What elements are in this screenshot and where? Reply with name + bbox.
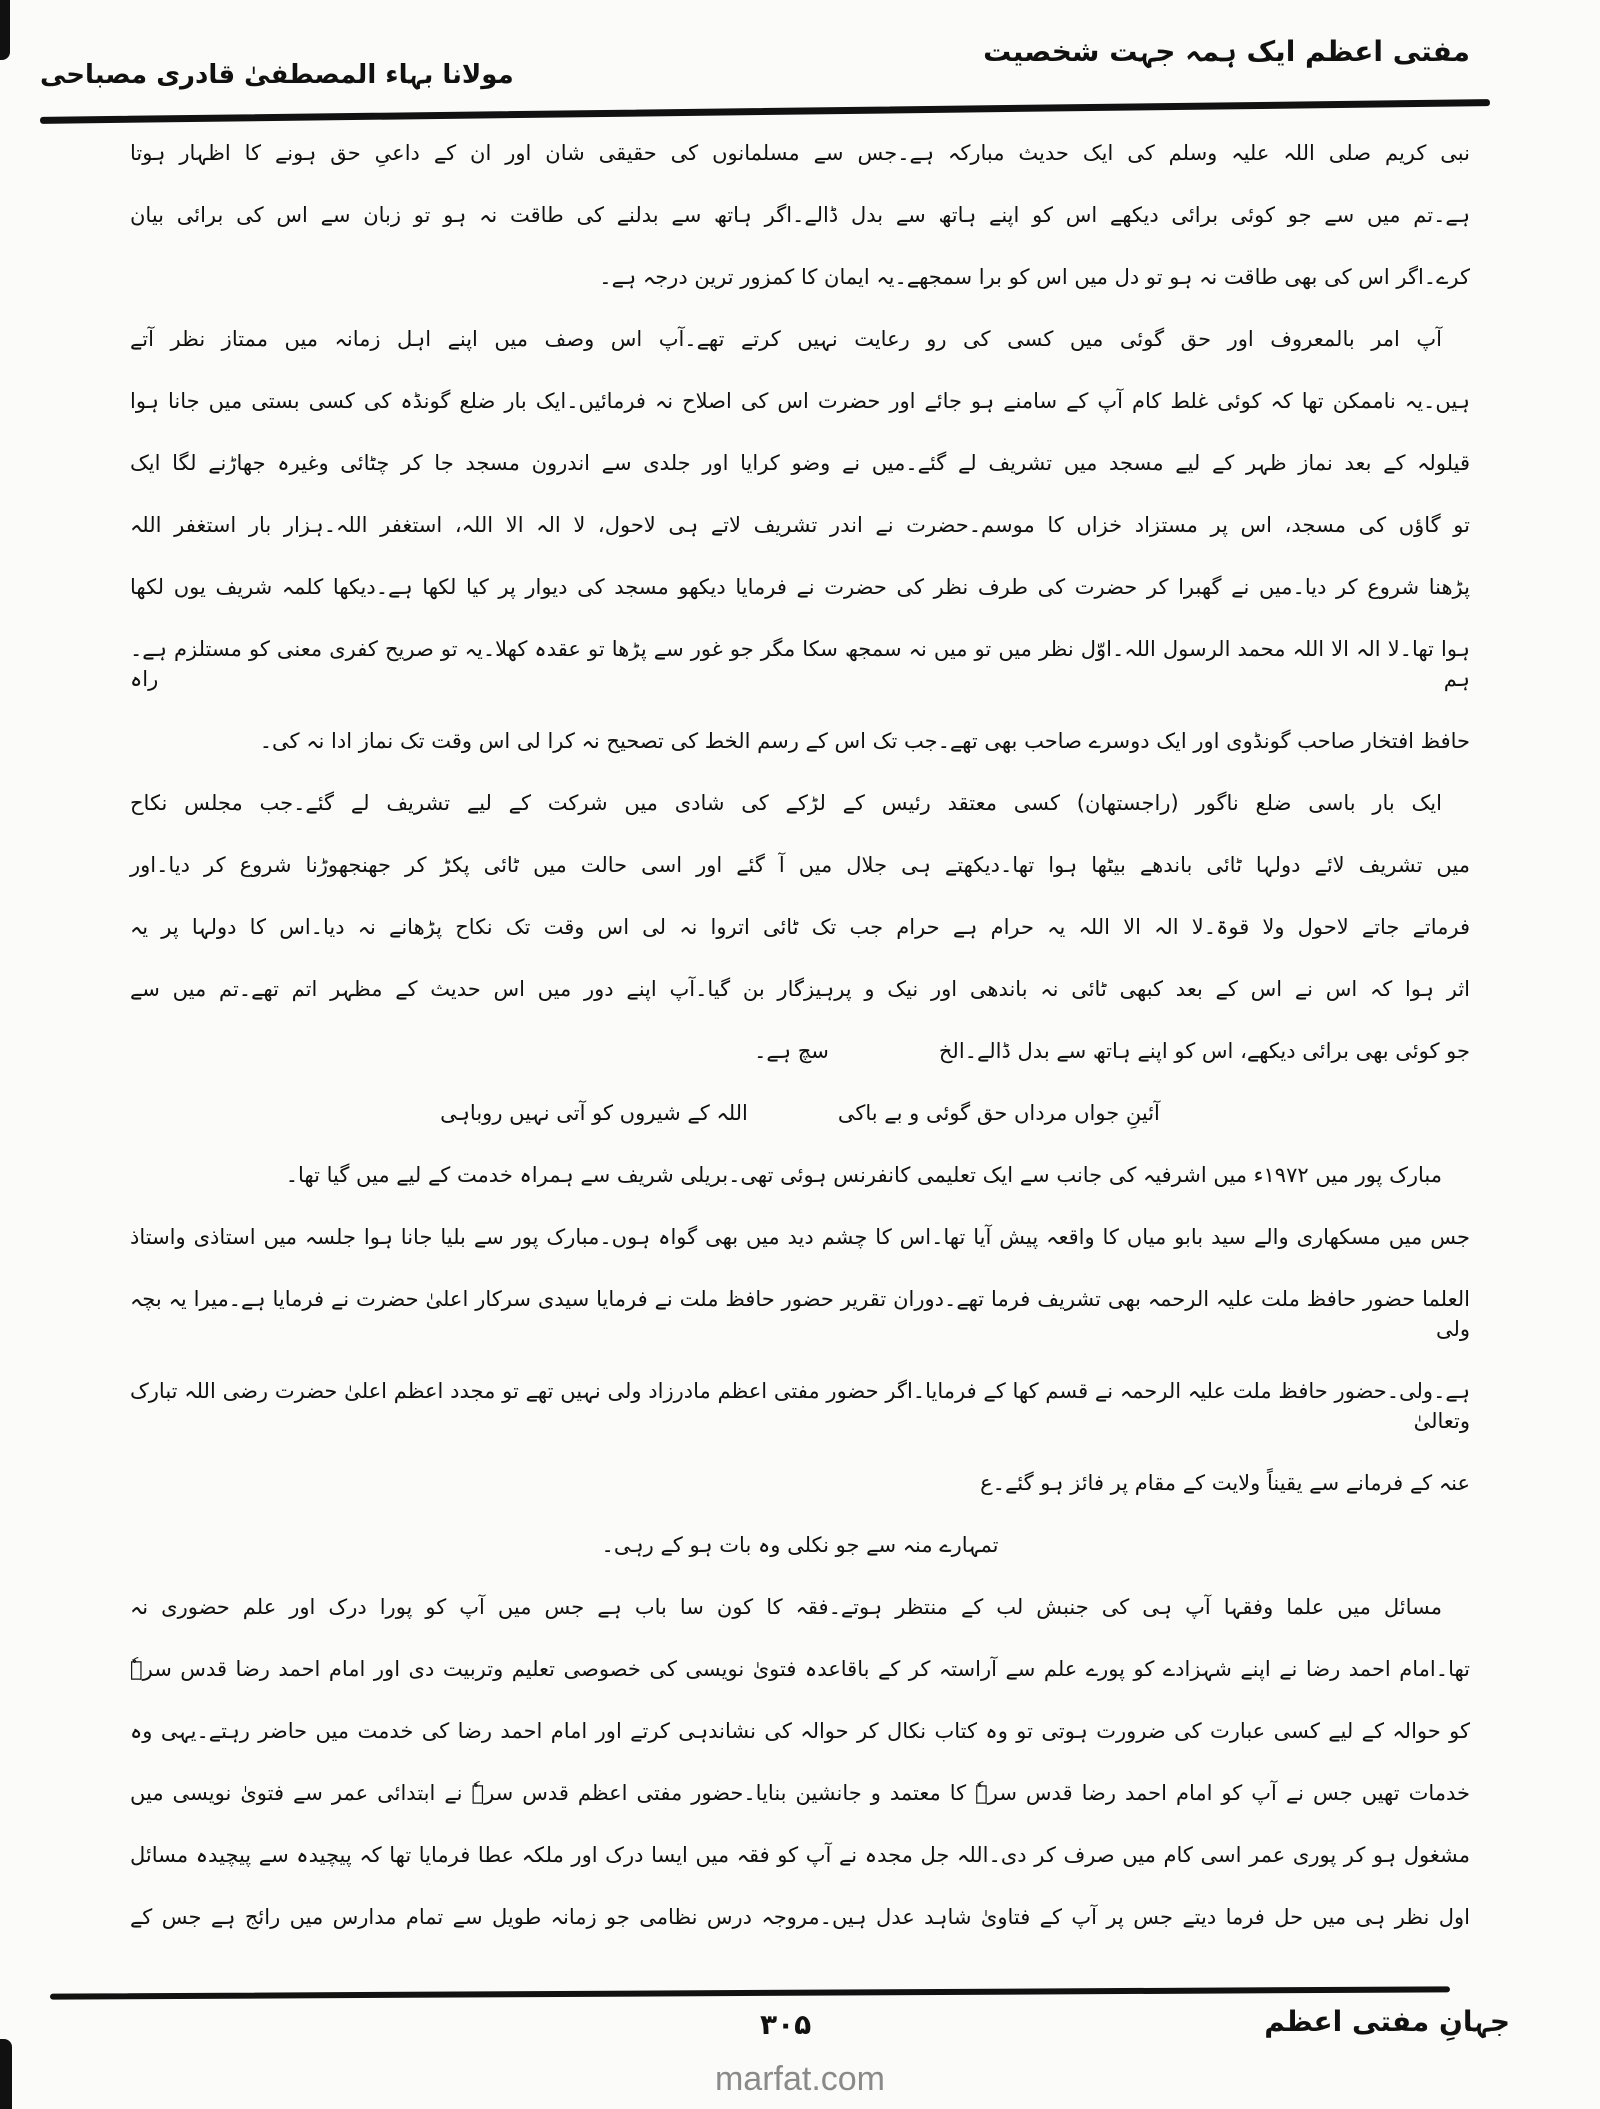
header-rule xyxy=(40,99,1490,124)
quoted-hemistich: تمہارے منہ سے جو نکلی وہ بات ہو کے رہی۔ xyxy=(601,1533,999,1557)
text-segment: سچ ہے۔ xyxy=(754,1039,829,1063)
footer-rule xyxy=(50,1986,1450,1999)
text-line xyxy=(130,1020,1470,1082)
text-line: اثر ہوا کہ اس نے اس کے بعد کبھی ٹائی نہ باندھی اور نیک و پرہیزگار بن گیا۔آپ اپنے دور میں اس حدیث کے مظہر اتم تھے۔تم میں سے xyxy=(130,977,1470,1001)
page-body xyxy=(130,122,1470,1948)
text-line: تو گاؤں کی مسجد، اس پر مستزاد خزاں کا موسم۔حضرت نے اندر تشریف لاتے ہی لاحول، لا الہ الا اللہ، استغفر اللہ۔ہزار بار استغفر اللہ xyxy=(130,513,1470,537)
page-number: ۳۰۵ xyxy=(760,2008,812,2041)
text-line: کو حوالہ کے لیے کسی عبارت کی ضرورت ہوتی تو وہ کتاب نکال کر حوالہ کی نشاندہی کرتے اور امام احمد رضا کی خدمت میں حاضر رہتے۔یہی وہ xyxy=(130,1719,1470,1743)
text-line: مشغول ہو کر پوری عمر اسی کام میں صرف کر دی۔اللہ جل مجدہ نے آپ کو فقہ میں ایسا درک اور ملکہ عطا فرمایا تھا کہ پیچیدہ سے پیچیدہ مسائل xyxy=(130,1843,1470,1867)
text-line: پڑھنا شروع کر دیا۔میں نے گھبرا کر حضرت کی طرف نظر کی حضرت نے فرمایا دیکھو مسجد کی دیوار پر کیا لکھا ہے۔دیکھا کلمہ شریف یوں لکھا xyxy=(130,575,1470,599)
text-line: فرماتے جاتے لاحول ولا قوۃ۔لا الہ الا اللہ یہ حرام ہے حرام جب تک ٹائی اتروا نہ لی اس وقت تک نکاح پڑھانے نہ دیا۔اس کا دولہا پر یہ xyxy=(130,915,1470,939)
watermark: marfat.com xyxy=(714,2060,886,2098)
verse-first-hemistich: آئینِ جواں مرداں حق گوئی و بے باکی xyxy=(837,1101,1160,1125)
text-line: حافظ افتخار صاحب گونڈوی اور ایک دوسرے صاحب بھی تھے۔جب تک اس کے رسم الخط کی تصحیح نہ کرا لی اس وقت تک نماز ادا نہ کی۔ xyxy=(259,729,1470,753)
text-line: ہے۔ولی۔حضور حافظ ملت علیہ الرحمہ نے قسم کھا کے فرمایا۔اگر حضور مفتی اعظم مادرزاد ولی نہیں تھے تو مجدد اعظم اعلیٰ حضرت رضی اللہ تبارک وتعالیٰ xyxy=(130,1379,1470,1433)
running-footer-book-title: جہانِ مفتی اعظم xyxy=(1264,2005,1510,2038)
text-line: خدمات تھیں جس نے آپ کو امام احمد رضا قدس سرہٗ کا معتمد و جانشین بنایا۔حضور مفتی اعظم قدس سرہٗ نے ابتدائی عمر سے فتویٰ نویسی میں xyxy=(130,1781,1470,1805)
scan-edge-shadow xyxy=(0,0,10,60)
running-header-author: مولانا بہاء المصطفیٰ قادری مصباحی xyxy=(40,60,514,90)
text-line: اول نظر ہی میں حل فرما دیتے جس پر آپ کے فتاویٰ شاہد عدل ہیں۔مروجہ درس نظامی جو زمانہ طویل سے تمام مدارس میں رائج ہے جس کے xyxy=(130,1905,1470,1929)
text-line: مبارک پور میں ۱۹۷۲ء میں اشرفیہ کی جانب سے ایک تعلیمی کانفرنس ہوئی تھی۔بریلی شریف سے ہمراہ خدمت کے لیے میں گیا تھا۔ xyxy=(285,1163,1442,1187)
text-line: العلما حضور حافظ ملت علیہ الرحمہ بھی تشریف فرما تھے۔دوران تقریر حضور حافظ ملت نے فرمایا سیدی سرکار اعلیٰ حضرت نے فرمایا ہے۔میرا یہ بچہ ولی xyxy=(130,1287,1470,1341)
text-line: مسائل میں علما وفقہا آپ ہی کی جنبش لب کے منتظر ہوتے۔فقہ کا کون سا باب ہے جس میں آپ کو پورا درک اور علم حضوری نہ xyxy=(130,1595,1442,1619)
running-header-title: مفتی اعظم ایک ہمہ جہت شخصیت xyxy=(983,35,1470,68)
text-line: ایک بار باسی ضلع ناگور (راجستھان) کسی معتقد رئیس کے لڑکے کی شادی میں شرکت کے لیے تشریف لے گئے۔جب مجلس نکاح xyxy=(130,791,1442,815)
text-line: کرے۔اگر اس کی بھی طاقت نہ ہو تو دل میں اس کو برا سمجھے۔یہ ایمان کا کمزور ترین درجہ ہے۔ xyxy=(599,265,1470,289)
text-line: آپ امر بالمعروف اور حق گوئی میں کسی کی رو رعایت نہیں کرتے تھے۔آپ اس وصف میں اپنے اہل زمانہ میں ممتاز نظر آتے xyxy=(130,327,1442,351)
text-line: ہیں۔یہ ناممکن تھا کہ کوئی غلط کام آپ کے سامنے ہو جائے اور حضرت اس کی اصلاح نہ فرمائیں۔ایک بار ضلع گونڈہ کی کسی بستی میں جانا ہوا xyxy=(130,389,1470,413)
text-line: عنہ کے فرمانے سے یقیناً ولایت کے مقام پر فائز ہو گئے۔ع xyxy=(980,1471,1470,1495)
text-line: تھا۔امام احمد رضا نے اپنے شہزادے کو پورے علم سے آراستہ کر کے باقاعدہ فتویٰ نویسی کی خصوصی تعلیم وتربیت دی اور امام احمد رضا قدس سرہٗ xyxy=(130,1657,1470,1681)
text-line: نبی کریم صلی اللہ علیہ وسلم کی ایک حدیث مبارکہ ہے۔جس سے مسلمانوں کی حقیقی شان اور ان کے داعیِ حق ہونے کا اظہار ہوتا xyxy=(130,141,1470,165)
verse-couplet xyxy=(130,1082,1470,1144)
text-segment: جو کوئی بھی برائی دیکھے، اس کو اپنے ہاتھ سے بدل ڈالے۔الخ xyxy=(938,1039,1470,1063)
verse-second-hemistich: اللہ کے شیروں کو آتی نہیں روباہی xyxy=(440,1101,748,1125)
text-line: میں تشریف لائے دولہا ٹائی باندھے بیٹھا ہوا تھا۔دیکھتے ہی جلال میں آ گئے اور اسی حالت میں ٹائی پکڑ کر جھنجھوڑنا شروع کر دیا۔اور xyxy=(130,853,1470,877)
text-line: جس میں مسکھاری والے سید بابو میاں کا واقعہ پیش آیا تھا۔اس کا چشم دید میں بھی گواہ ہوں۔مبارک پور سے بلیا جانا ہوا جلسہ میں استاذی واستاذ xyxy=(130,1225,1470,1249)
text-line: ہے۔تم میں سے جو کوئی برائی دیکھے اس کو اپنے ہاتھ سے بدل ڈالے۔اگر ہاتھ سے بدلنے کی طاقت نہ ہو تو زبان سے اس کی برائی بیان xyxy=(130,203,1470,227)
text-line: قیلولہ کے بعد نماز ظہر کے لیے مسجد میں تشریف لے گئے۔میں نے وضو کرایا اور جلدی سے اندرون مسجد جا کر چٹائی وغیرہ جھاڑنے لگا ایک xyxy=(130,451,1470,475)
text-line: ہوا تھا۔لا الہ الا اللہ محمد الرسول اللہ۔اوّل نظر میں تو میں نہ سمجھ سکا مگر جو غور سے پڑھا تو عقدہ کھلا۔یہ تو صریح کفری معنی کو مستلزم ہے۔ہم راہ xyxy=(130,637,1470,691)
